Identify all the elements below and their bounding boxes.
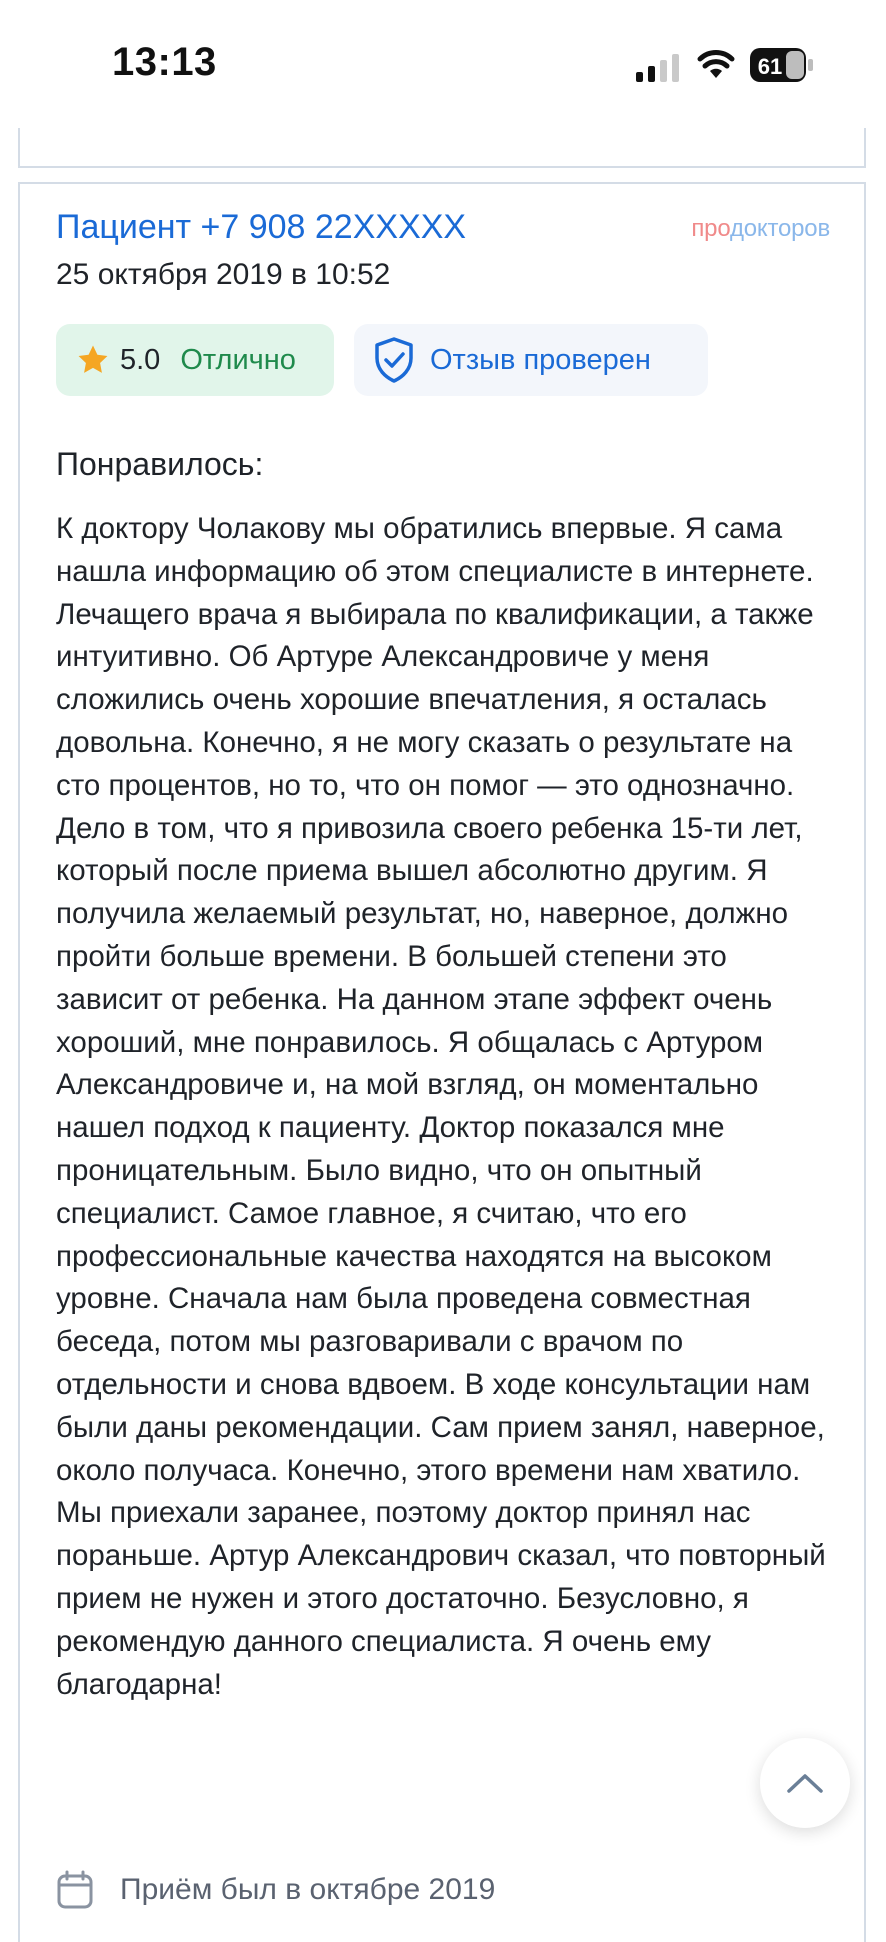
liked-section-title: Понравилось:: [56, 446, 264, 482]
previous-review-card: [18, 128, 866, 168]
review-text: К доктору Чолакову мы обратились впервые. Я сама нашла информацию об этом специалисте в интернете. Лечащего врача я выбирала по квалификации, а также интуитивно. Об Артуре Александровиче у меня сложились очень хорошие впечатления, я осталась довольна. Конечно, я не могу сказать о результате на сто процентов, но то, что он помог — это однозначно. Дело в том, что я привозила своего ребенка 15-ти лет, который после приема вышел абсолютно другим. Я получила желаемый результат, но, наверное, должно пройти больше времени. В большей степени это зависит от ребенка. На данном этапе эффект очень хороший, мне понравилось. Я общалась с Артуром Александровиче и, на мой взгляд, он моментально нашел подход к пациенту. Доктор показался мне проницательным. Было видно, что он опытный специалист. Самое главное, я считаю, что его профессиональные качества находятся на высоком уровне. Сначала нам была проведена совместная беседа, потом мы разговаривали с врачом по отдельности и снова вдвоем. В ходе консультации нам были даны рекомендации. Сам прием занял, наверное, около получаса. Конечно, этого времени нам хватило. Мы приехали заранее, поэтому доктор принял нас пораньше. Артур Александрович сказал, что повторный прием не нужен и этого достаточно. Безусловно, я рекомендую данного специалиста. Я очень ему благодарна!: [56, 512, 826, 1701]
status-time: 13:13: [112, 40, 217, 84]
verified-label: Отзыв проверен: [430, 343, 651, 376]
star-icon: [76, 343, 110, 377]
rating-value: 5.0: [120, 343, 161, 376]
review-date: 25 октября 2019 в 10:52: [56, 258, 391, 291]
battery-icon: [750, 48, 814, 82]
review-author[interactable]: Пациент +7 908 22XXXXX: [56, 208, 467, 246]
status-bar: [0, 0, 886, 130]
battery-level: 61: [757, 54, 783, 79]
chevron-up-icon: [785, 1771, 825, 1795]
scroll-to-top-button[interactable]: [760, 1738, 850, 1828]
brand-prefix: про: [691, 215, 730, 242]
visit-date: Приём был в октябре 2019: [120, 1873, 496, 1906]
visit-info: [56, 1870, 495, 1910]
prodoctorov-logo: [691, 215, 830, 243]
brand-suffix: докторов: [729, 215, 830, 242]
rating-badge: [56, 324, 334, 396]
shield-check-icon: [372, 336, 416, 384]
wifi-icon: [697, 48, 735, 80]
calendar-icon: [56, 1870, 94, 1910]
rating-label: Отлично: [180, 343, 296, 376]
verified-badge[interactable]: [354, 324, 708, 396]
cellular-signal-icon: [636, 54, 680, 82]
